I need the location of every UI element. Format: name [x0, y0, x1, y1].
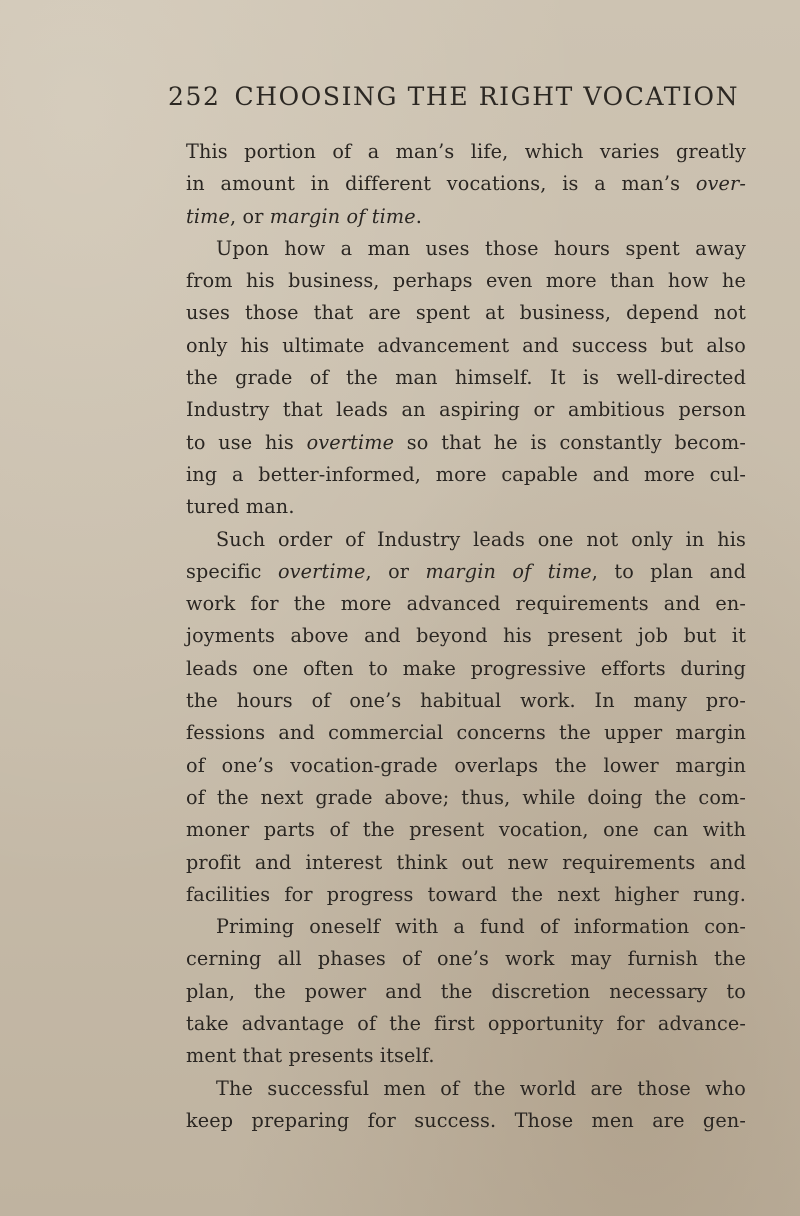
- text-line: fessions and commercial concerns the upper margin: [186, 721, 746, 745]
- text-line: only his ultimate advancement and success but also: [186, 333, 746, 357]
- text-line: This portion of a man’s life, which varies greatly: [186, 140, 746, 163]
- text-line: work for the more advanced requirements and en-: [186, 592, 746, 616]
- text-line: keep preparing for success. Those men are gen-: [186, 1108, 746, 1132]
- text-line: facilities for progress toward the next higher rung.: [186, 882, 746, 906]
- page-number: 252: [168, 82, 221, 111]
- text-line: cerning all phases of one’s work may furnish the: [186, 947, 746, 971]
- body-text: [186, 136, 746, 1137]
- text-line: tured man.: [186, 495, 295, 519]
- text-line: the hours of one’s habitual work. In many pro-: [186, 689, 746, 713]
- text-line: in amount in different vocations, is a man’s over-: [186, 172, 746, 196]
- text-line: The successful men of the world are those who: [216, 1076, 746, 1100]
- text-line: joyments above and beyond his present job but it: [186, 624, 746, 648]
- text-line: the grade of the man himself. It is well-directed: [186, 366, 746, 390]
- text-line: profit and interest think out new requirements and: [186, 850, 746, 874]
- text-line: of the next grade above; thus, while doing the com-: [186, 785, 746, 809]
- text-line: ing a better-informed, more capable and more cul-: [186, 462, 746, 486]
- text-line: Such order of Industry leads one not only in his: [216, 527, 746, 551]
- text-line: of one’s vocation-grade overlaps the lower margin: [186, 753, 746, 777]
- text-line: Upon how a man uses those hours spent away: [216, 236, 746, 260]
- running-head: [168, 82, 748, 111]
- text-line: from his business, perhaps even more than how he: [186, 269, 746, 293]
- text-line: take advantage of the first opportunity for advance-: [186, 1012, 746, 1036]
- text-line: to use his overtime so that he is constantly becom-: [186, 430, 746, 454]
- text-line: moner parts of the present vocation, one can with: [186, 818, 746, 842]
- text-line: time, or margin of time.: [186, 204, 422, 228]
- text-line: ment that presents itself.: [186, 1044, 435, 1068]
- text-line: uses those that are spent at business, depend not: [186, 301, 746, 325]
- running-title: CHOOSING THE RIGHT VOCATION: [234, 82, 740, 111]
- text-line: plan, the power and the discretion necessary to: [186, 979, 746, 1003]
- text-line: specific overtime, or margin of time, to plan and: [186, 559, 747, 583]
- text-line: Priming oneself with a fund of information con-: [216, 915, 746, 939]
- text-line: Industry that leads an aspiring or ambitious person: [186, 398, 746, 422]
- text-line: leads one often to make progressive efforts during: [186, 656, 746, 680]
